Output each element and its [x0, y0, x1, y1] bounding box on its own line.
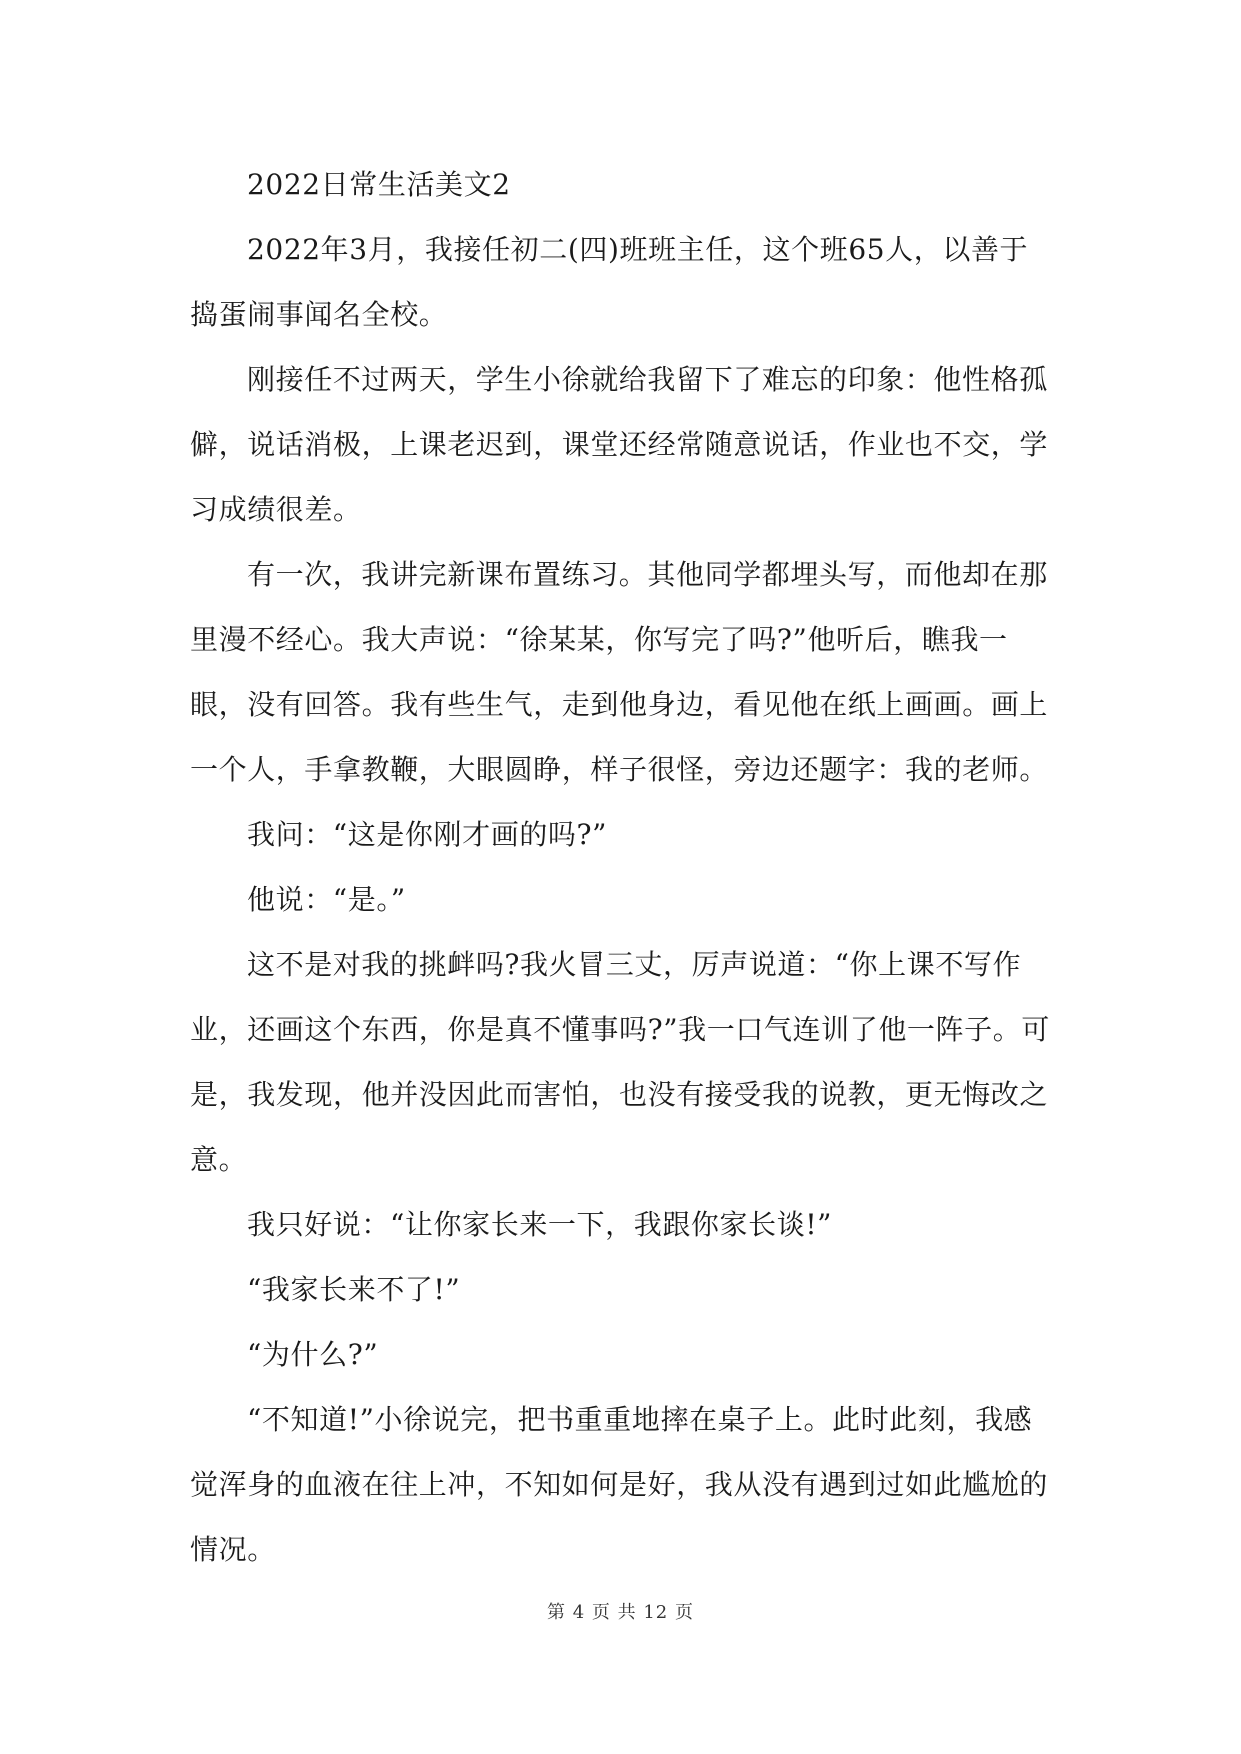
document-title: 2022日常生活美文2	[247, 168, 511, 201]
paragraph: “我家长来不了!”	[247, 1273, 461, 1306]
paragraph: 我问：“这是你刚才画的吗?”	[247, 818, 608, 851]
paragraph: 2022年3月，我接任初二(四)班班主任，这个班65人，以善于捣蛋闹事闻名全校。	[190, 233, 1029, 331]
paragraph: “为什么?”	[247, 1338, 379, 1371]
document-body	[190, 152, 1050, 1582]
paragraph: “不知道!”小徐说完，把书重重地摔在桌子上。此时此刻，我感觉浑身的血液在往上冲，不知如何是好，我从没有遇到过如此尴尬的情况。	[190, 1403, 1049, 1566]
paragraph: 刚接任不过两天，学生小徐就给我留下了难忘的印象：他性格孤僻，说话消极，上课老迟到，课堂还经常随意说话，作业也不交，学习成绩很差。	[190, 363, 1049, 526]
paragraph: 有一次，我讲完新课布置练习。其他同学都埋头写，而他却在那里漫不经心。我大声说：“徐某某，你写完了吗?”他听后，瞧我一眼，没有回答。我有些生气，走到他身边，看见他在纸上画画。画上一个人，手拿教鞭，大眼圆睁，样子很怪，旁边还题字：我的老师。	[190, 558, 1049, 786]
paragraph: 他说：“是。”	[247, 883, 406, 916]
page-number-footer: 第 4 页 共 12 页	[547, 1602, 694, 1623]
paragraph: 我只好说：“让你家长来一下，我跟你家长谈!”	[247, 1208, 833, 1241]
paragraph: 这不是对我的挑衅吗?我火冒三丈，厉声说道：“你上课不写作业，还画这个东西，你是真不懂事吗?”我一口气连训了他一阵子。可是，我发现，他并没因此而害怕，也没有接受我的说教，更无悔改之意。	[190, 948, 1050, 1176]
